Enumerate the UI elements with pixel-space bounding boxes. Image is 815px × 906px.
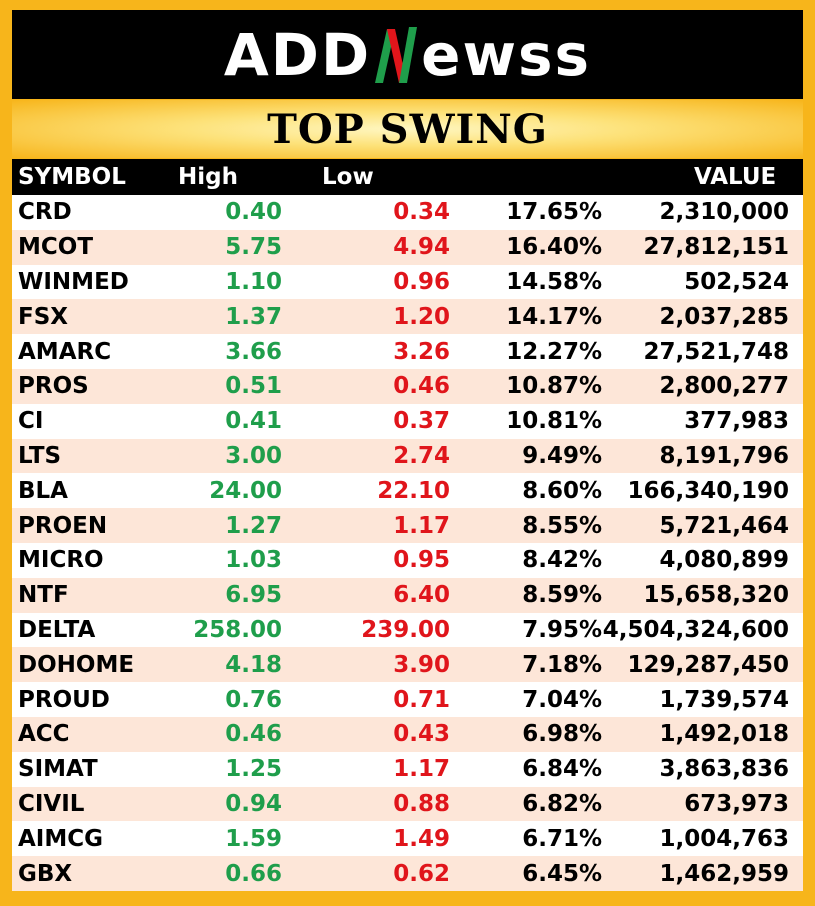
cell-value: 1,462,959 xyxy=(659,860,789,887)
cell-high: 3.66 xyxy=(225,338,282,365)
table-row xyxy=(12,717,803,752)
cell-symbol: AIMCG xyxy=(18,825,104,852)
table-row xyxy=(12,334,803,369)
cell-pct: 9.49% xyxy=(522,442,602,469)
cell-pct: 10.81% xyxy=(506,408,602,435)
cell-value: 8,191,796 xyxy=(659,442,789,469)
cell-symbol: CRD xyxy=(18,199,72,226)
cell-high: 0.40 xyxy=(225,199,282,226)
cell-value: 27,521,748 xyxy=(643,338,789,365)
cell-symbol: FSX xyxy=(18,303,69,330)
cell-pct: 6.45% xyxy=(522,860,602,887)
cell-value: 129,287,450 xyxy=(627,651,789,678)
table-row xyxy=(12,473,803,508)
logo-text-left: ADD xyxy=(223,20,372,89)
title-bar xyxy=(12,100,803,158)
cell-low: 0.62 xyxy=(393,860,450,887)
cell-low: 0.88 xyxy=(393,790,450,817)
cell-symbol: WINMED xyxy=(18,268,129,295)
cell-high: 1.59 xyxy=(225,825,282,852)
cell-symbol: GBX xyxy=(18,860,73,887)
cell-high: 0.46 xyxy=(225,721,282,748)
table-header-row xyxy=(12,159,803,195)
cell-symbol: MCOT xyxy=(18,234,94,261)
table-row xyxy=(12,856,803,891)
cell-high: 3.00 xyxy=(225,442,282,469)
cell-pct: 8.42% xyxy=(522,547,602,574)
cell-low: 1.17 xyxy=(393,512,450,539)
cell-low: 1.49 xyxy=(393,825,450,852)
cell-symbol: AMARC xyxy=(18,338,112,365)
cell-symbol: LTS xyxy=(18,442,62,469)
cell-pct: 7.04% xyxy=(522,686,602,713)
header-value: VALUE xyxy=(694,164,777,190)
table-row xyxy=(12,195,803,230)
cell-high: 1.25 xyxy=(225,756,282,783)
header-low: Low xyxy=(322,164,374,190)
table-row xyxy=(12,404,803,439)
table-row xyxy=(12,647,803,682)
header-high: High xyxy=(178,164,238,190)
cell-low: 3.90 xyxy=(393,651,450,678)
cell-low: 1.17 xyxy=(393,756,450,783)
table-row xyxy=(12,369,803,404)
cell-value: 4,504,324,600 xyxy=(602,616,789,643)
cell-low: 1.20 xyxy=(393,303,450,330)
cell-symbol: PROEN xyxy=(18,512,108,539)
logo-text-right: ewss xyxy=(421,20,592,89)
logo-n-icon xyxy=(373,25,419,85)
cell-high: 5.75 xyxy=(225,234,282,261)
cell-symbol: PROS xyxy=(18,373,89,400)
cell-value: 4,080,899 xyxy=(659,547,789,574)
cell-symbol: SIMAT xyxy=(18,756,98,783)
cell-high: 24.00 xyxy=(209,477,282,504)
cell-pct: 6.71% xyxy=(522,825,602,852)
cell-high: 1.10 xyxy=(225,268,282,295)
cell-high: 4.18 xyxy=(225,651,282,678)
header-symbol: SYMBOL xyxy=(18,164,126,190)
cell-high: 258.00 xyxy=(193,616,282,643)
cell-value: 5,721,464 xyxy=(659,512,789,539)
cell-value: 166,340,190 xyxy=(627,477,789,504)
cell-high: 0.94 xyxy=(225,790,282,817)
swing-table xyxy=(12,159,803,891)
cell-low: 6.40 xyxy=(393,582,450,609)
cell-pct: 16.40% xyxy=(506,234,602,261)
cell-value: 1,739,574 xyxy=(659,686,789,713)
cell-low: 0.95 xyxy=(393,547,450,574)
cell-low: 0.43 xyxy=(393,721,450,748)
logo-bar xyxy=(12,10,803,99)
cell-low: 0.34 xyxy=(393,199,450,226)
cell-value: 2,037,285 xyxy=(659,303,789,330)
cell-low: 239.00 xyxy=(361,616,450,643)
cell-pct: 6.82% xyxy=(522,790,602,817)
cell-pct: 17.65% xyxy=(506,199,602,226)
cell-pct: 7.18% xyxy=(522,651,602,678)
cell-high: 1.03 xyxy=(225,547,282,574)
cell-symbol: CIVIL xyxy=(18,790,85,817)
cell-high: 0.41 xyxy=(225,408,282,435)
cell-low: 2.74 xyxy=(393,442,450,469)
cell-symbol: ACC xyxy=(18,721,70,748)
cell-value: 3,863,836 xyxy=(659,756,789,783)
cell-symbol: BLA xyxy=(18,477,68,504)
table-row xyxy=(12,299,803,334)
cell-value: 1,492,018 xyxy=(659,721,789,748)
table-body xyxy=(12,195,803,891)
cell-high: 0.51 xyxy=(225,373,282,400)
cell-value: 377,983 xyxy=(684,408,789,435)
cell-pct: 12.27% xyxy=(506,338,602,365)
cell-symbol: DELTA xyxy=(18,616,96,643)
table-row xyxy=(12,787,803,822)
cell-high: 1.27 xyxy=(225,512,282,539)
cell-value: 673,973 xyxy=(684,790,789,817)
table-row xyxy=(12,543,803,578)
table-row xyxy=(12,230,803,265)
cell-low: 0.96 xyxy=(393,268,450,295)
cell-low: 0.37 xyxy=(393,408,450,435)
header-pct xyxy=(450,159,602,195)
cell-high: 0.66 xyxy=(225,860,282,887)
cell-value: 502,524 xyxy=(684,268,789,295)
cell-symbol: DOHOME xyxy=(18,651,135,678)
cell-high: 1.37 xyxy=(225,303,282,330)
cell-value: 15,658,320 xyxy=(643,582,789,609)
table-row xyxy=(12,821,803,856)
cell-pct: 7.95% xyxy=(522,616,602,643)
cell-value: 27,812,151 xyxy=(643,234,789,261)
cell-pct: 6.98% xyxy=(522,721,602,748)
cell-low: 4.94 xyxy=(393,234,450,261)
page-title: TOP SWING xyxy=(267,105,548,153)
cell-symbol: PROUD xyxy=(18,686,110,713)
cell-value: 2,310,000 xyxy=(659,199,789,226)
table-row xyxy=(12,508,803,543)
cell-value: 2,800,277 xyxy=(659,373,789,400)
cell-high: 0.76 xyxy=(225,686,282,713)
cell-pct: 8.59% xyxy=(522,582,602,609)
cell-pct: 6.84% xyxy=(522,756,602,783)
cell-pct: 8.60% xyxy=(522,477,602,504)
cell-low: 22.10 xyxy=(377,477,450,504)
cell-low: 0.71 xyxy=(393,686,450,713)
cell-symbol: CI xyxy=(18,408,44,435)
cell-pct: 14.17% xyxy=(506,303,602,330)
table-row xyxy=(12,682,803,717)
cell-pct: 8.55% xyxy=(522,512,602,539)
cell-symbol: MICRO xyxy=(18,547,104,574)
cell-low: 3.26 xyxy=(393,338,450,365)
cell-high: 6.95 xyxy=(225,582,282,609)
cell-pct: 10.87% xyxy=(506,373,602,400)
table-row xyxy=(12,752,803,787)
cell-symbol: NTF xyxy=(18,582,69,609)
table-row xyxy=(12,439,803,474)
table-row xyxy=(12,265,803,300)
table-row xyxy=(12,613,803,648)
cell-value: 1,004,763 xyxy=(659,825,789,852)
cell-pct: 14.58% xyxy=(506,268,602,295)
cell-low: 0.46 xyxy=(393,373,450,400)
brand-logo xyxy=(223,20,592,89)
table-row xyxy=(12,578,803,613)
